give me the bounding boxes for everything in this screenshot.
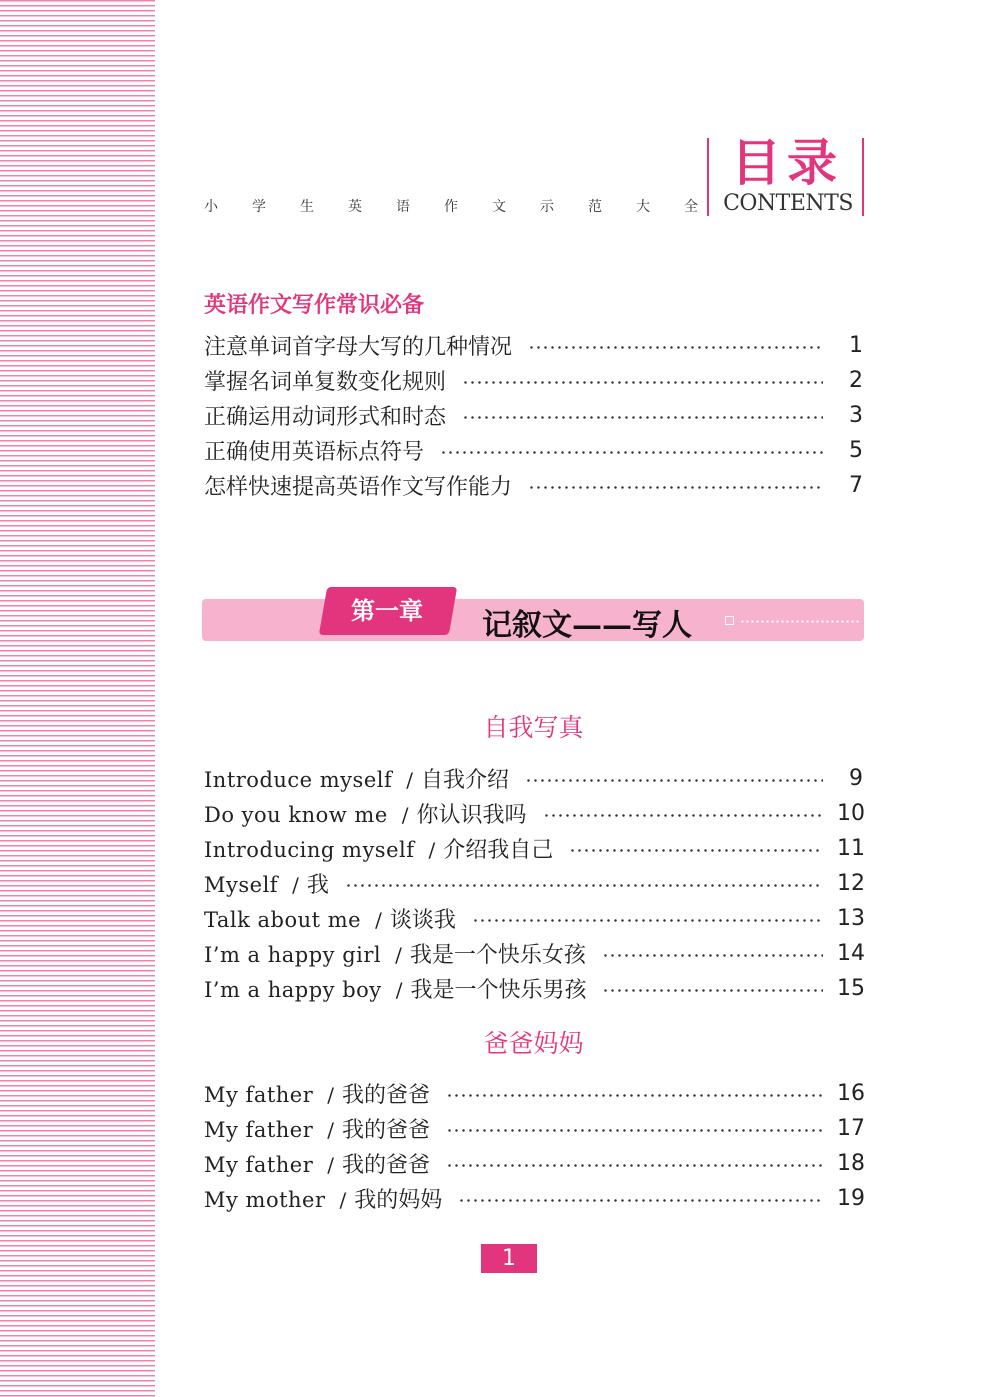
- section-heading: 英语作文写作常识必备: [204, 292, 425, 318]
- toc-entry[interactable]: [204, 971, 863, 1005]
- entry-title-en: My father: [204, 1117, 314, 1142]
- toc-page-number: 7: [849, 472, 863, 498]
- toc-entry[interactable]: [204, 1181, 863, 1215]
- chapter-title: 记叙文——写人: [482, 608, 692, 643]
- toc-entry[interactable]: [204, 398, 863, 432]
- entry-title-zh: 你认识我吗: [416, 802, 527, 828]
- entry-title-zh: 我: [306, 872, 329, 898]
- entry-title-zh: 我是一个快乐女孩: [409, 942, 586, 968]
- book-title-char: 范: [588, 199, 602, 215]
- dot-leader: [525, 779, 823, 782]
- header-divider-right: [862, 138, 864, 216]
- toc-entry[interactable]: [204, 1111, 863, 1145]
- book-title-char: 英: [348, 199, 362, 215]
- entry-title-en: My mother: [204, 1187, 326, 1212]
- toc-page-number: 17: [837, 1115, 865, 1141]
- separator: /: [395, 942, 402, 967]
- toc-page-number: 5: [849, 437, 863, 463]
- entry-title-zh: 介绍我自己: [443, 837, 554, 863]
- toc-entry[interactable]: [204, 936, 863, 970]
- entry-title-en: I’m a happy boy: [204, 977, 382, 1002]
- toc-entry[interactable]: [204, 831, 863, 865]
- contents-heading: CONTENTS: [723, 191, 853, 216]
- separator: /: [339, 1187, 347, 1212]
- book-title: [204, 196, 698, 216]
- separator: /: [375, 907, 382, 932]
- separator: /: [395, 977, 403, 1002]
- dot-leader: [446, 1164, 823, 1167]
- dot-leader: [472, 919, 823, 922]
- toc-page-number: 19: [837, 1185, 865, 1211]
- book-title-char: 全: [684, 199, 698, 215]
- toc-page-number: 11: [837, 835, 865, 861]
- dot-leader: [458, 1199, 823, 1202]
- entry-title-zh: 我的妈妈: [354, 1187, 443, 1213]
- entry-title-en: Introducing myself: [204, 837, 415, 862]
- book-title-char: 生: [300, 199, 314, 215]
- dot-leader: [345, 884, 823, 887]
- entry-title-en: Do you know me: [204, 802, 388, 827]
- book-title-char: 示: [540, 199, 554, 215]
- book-title-char: 学: [252, 199, 266, 215]
- separator: /: [292, 872, 299, 897]
- toc-page-number: 12: [837, 870, 865, 896]
- dot-leader: [602, 954, 823, 957]
- toc-entry-title: 正确运用动词形式和时态: [204, 404, 447, 430]
- book-title-char: 语: [396, 199, 410, 215]
- entry-title-zh: 自我介绍: [421, 767, 510, 793]
- entry-title-en: My father: [204, 1152, 314, 1177]
- banner-dot-line: [740, 620, 860, 623]
- separator: /: [406, 767, 413, 792]
- toc-entry-title: 注意单词首字母大写的几种情况: [204, 334, 513, 360]
- toc-entry[interactable]: [204, 796, 863, 830]
- decorative-stripes: [0, 0, 155, 1397]
- toc-page-number: 3: [849, 402, 863, 428]
- entry-title-en: Talk about me: [204, 907, 362, 932]
- dot-leader: [446, 1094, 823, 1097]
- toc-page-number: 1: [849, 332, 863, 358]
- entry-title-zh: 谈谈我: [389, 907, 456, 933]
- separator: /: [327, 1082, 335, 1107]
- entry-title-zh: 我是一个快乐男孩: [410, 977, 587, 1003]
- toc-entry-title: 掌握名词单复数变化规则: [204, 369, 447, 395]
- separator: /: [428, 837, 436, 862]
- toc-page-number: 16: [837, 1080, 865, 1106]
- dot-leader: [528, 486, 823, 489]
- entry-title-en: My father: [204, 1082, 314, 1107]
- group-heading: 自我写真: [483, 713, 584, 742]
- entry-title-zh: 我的爸爸: [342, 1152, 431, 1178]
- toc-entry[interactable]: [204, 866, 863, 900]
- book-title-char: 小: [204, 199, 218, 215]
- book-title-char: 作: [444, 199, 458, 215]
- dot-leader: [462, 381, 823, 384]
- chapter-label: 第一章: [351, 597, 423, 625]
- entry-title-en: Introduce myself: [204, 767, 393, 792]
- dot-leader: [462, 416, 823, 419]
- toc-entry[interactable]: [204, 1076, 863, 1110]
- toc-entry-title: 怎样快速提高英语作文写作能力: [204, 474, 513, 500]
- entry-title-en: Myself: [204, 872, 279, 897]
- dot-leader: [446, 1129, 823, 1132]
- book-title-char: 大: [636, 199, 650, 215]
- toc-entry[interactable]: [204, 901, 863, 935]
- toc-entry[interactable]: [204, 433, 863, 467]
- book-title-char: 文: [492, 199, 506, 215]
- toc-page-number: 13: [837, 905, 865, 931]
- separator: /: [327, 1117, 335, 1142]
- toc-page-number: 15: [837, 975, 865, 1001]
- entry-title-zh: 我的爸爸: [342, 1117, 431, 1143]
- toc-page-number: 10: [837, 800, 865, 826]
- separator: /: [327, 1152, 335, 1177]
- dot-leader: [528, 346, 823, 349]
- toc-page-number: 18: [837, 1150, 865, 1176]
- entry-title-zh: 我的爸爸: [342, 1082, 431, 1108]
- square-icon: [725, 616, 734, 625]
- toc-entry[interactable]: [204, 1146, 863, 1180]
- header-divider-left: [707, 138, 709, 216]
- toc-page-number: 2: [849, 367, 863, 393]
- entry-title-en: I’m a happy girl: [204, 942, 382, 967]
- dot-leader: [569, 849, 823, 852]
- toc-entry[interactable]: [204, 363, 863, 397]
- dot-leader: [543, 814, 823, 817]
- toc-entry[interactable]: [204, 761, 863, 795]
- dot-leader: [602, 989, 823, 992]
- toc-entry[interactable]: [204, 328, 863, 362]
- toc-entry[interactable]: [204, 468, 863, 502]
- toc-entry-title: 正确使用英语标点符号: [204, 439, 425, 465]
- dot-leader: [440, 451, 823, 454]
- toc-page-number: 9: [849, 765, 863, 791]
- separator: /: [401, 802, 409, 827]
- mulu-heading: 目录: [731, 134, 843, 192]
- group-heading: 爸爸妈妈: [483, 1029, 584, 1058]
- toc-page-number: 14: [837, 940, 865, 966]
- page-number: 1: [481, 1244, 537, 1273]
